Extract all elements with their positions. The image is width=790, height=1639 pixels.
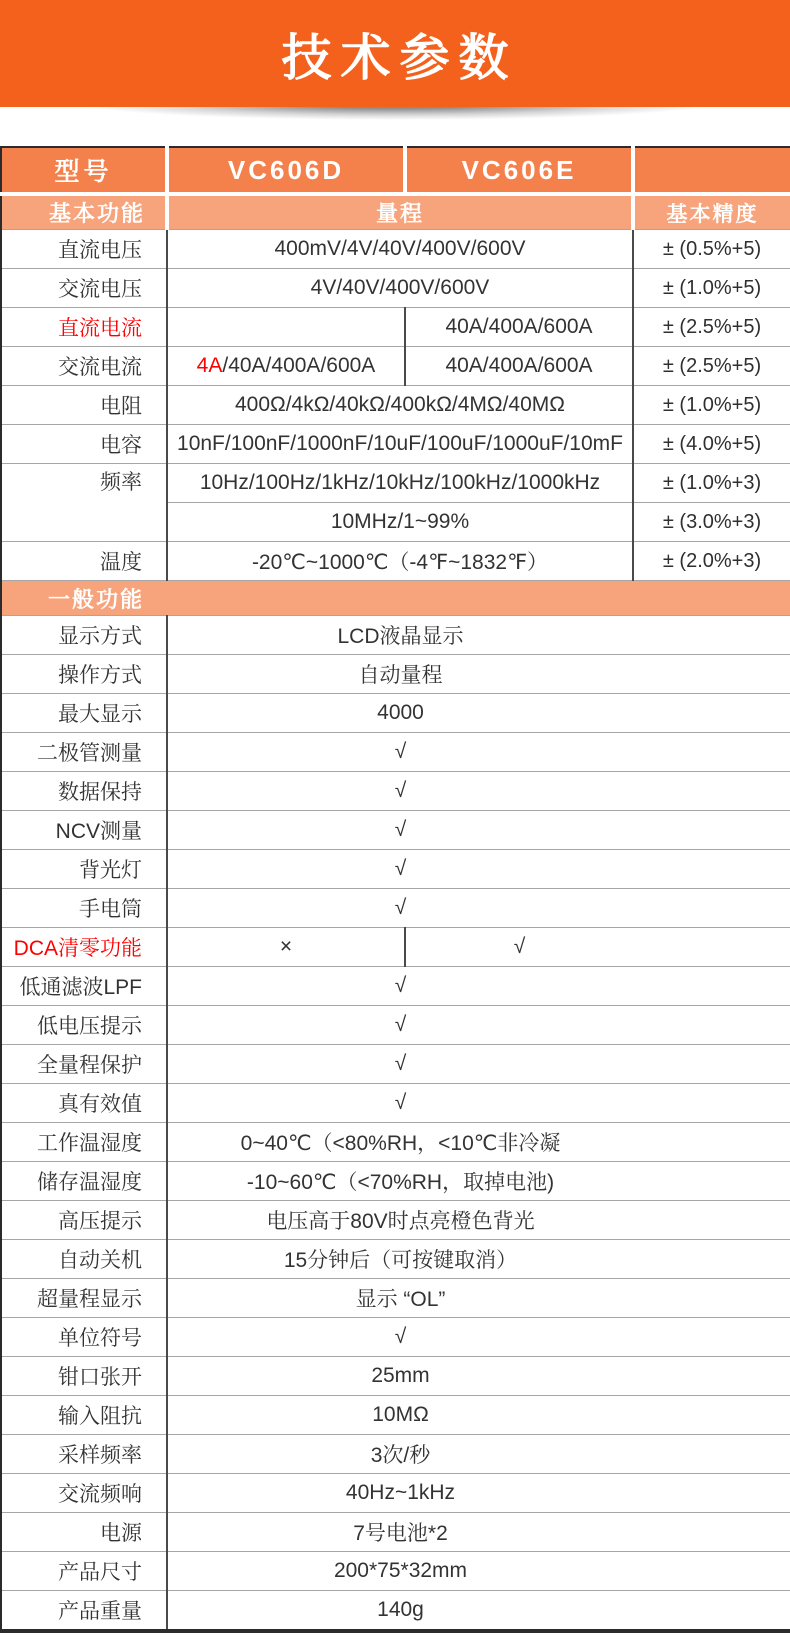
row-value: √: [167, 1045, 633, 1084]
row-value: 0~40℃（<80%RH，<10℃非冷凝: [167, 1123, 633, 1162]
row-accuracy: ± (2.5%+5): [633, 347, 790, 386]
row-label: 最大显示: [1, 694, 167, 733]
spec-row: [1, 308, 790, 347]
row-accuracy-empty: [633, 1591, 790, 1632]
spec-row: [1, 1591, 790, 1632]
row-accuracy-empty: [633, 616, 790, 655]
row-value: √: [167, 733, 633, 772]
row-label: 低电压提示: [1, 1006, 167, 1045]
row-value: √: [167, 811, 633, 850]
row-label: 电容: [1, 425, 167, 464]
row-label: 交流频响: [1, 1474, 167, 1513]
row-label: 高压提示: [1, 1201, 167, 1240]
row-accuracy-empty: [633, 694, 790, 733]
row-accuracy: ± (1.0%+3): [633, 464, 790, 503]
row-label: 低通滤波LPF: [1, 967, 167, 1006]
row-value: √: [167, 772, 633, 811]
model-vc606d: VC606D: [167, 147, 405, 194]
title-banner: [0, 0, 790, 107]
row-accuracy: ± (3.0%+3): [633, 503, 790, 542]
spec-row: [1, 464, 790, 503]
row-value: -20℃~1000℃（-4℉~1832℉）: [167, 542, 633, 581]
spec-row: [1, 850, 790, 889]
row-label: 真有效值: [1, 1084, 167, 1123]
row-accuracy-empty: [633, 655, 790, 694]
row-label: 电源: [1, 1513, 167, 1552]
row-label: 交流电压: [1, 269, 167, 308]
row-value: 3次/秒: [167, 1435, 633, 1474]
row-value: 7号电池*2: [167, 1513, 633, 1552]
vc606d-range-cell: [167, 308, 405, 347]
row-label: 产品尺寸: [1, 1552, 167, 1591]
row-value: 200*75*32mm: [167, 1552, 633, 1591]
row-accuracy: ± (2.0%+3): [633, 542, 790, 581]
spec-row: [1, 1318, 790, 1357]
row-accuracy-empty: [633, 1513, 790, 1552]
model-empty-cell: [633, 147, 790, 194]
spec-row: [1, 1396, 790, 1435]
spec-row: [1, 542, 790, 581]
row-value: 4V/40V/400V/600V: [167, 269, 633, 308]
row-accuracy: ± (1.0%+5): [633, 386, 790, 425]
row-value: 400mV/4V/40V/400V/600V: [167, 230, 633, 269]
row-accuracy-empty: [633, 967, 790, 1006]
row-accuracy-empty: [633, 1006, 790, 1045]
row-accuracy-empty: [633, 889, 790, 928]
accuracy-header: 基本精度: [633, 194, 790, 230]
row-value: 40Hz~1kHz: [167, 1474, 633, 1513]
spec-row: [1, 269, 790, 308]
spec-row: [1, 928, 790, 967]
row-label: 超量程显示: [1, 1279, 167, 1318]
row-label: 手电筒: [1, 889, 167, 928]
row-value: 显示 “OL”: [167, 1279, 633, 1318]
row-accuracy-empty: [633, 1123, 790, 1162]
row-value: 25mm: [167, 1357, 633, 1396]
row-accuracy-empty: [633, 772, 790, 811]
general-section-header: [1, 581, 790, 616]
spec-row: [1, 1006, 790, 1045]
row-label: 采样频率: [1, 1435, 167, 1474]
row-label: 数据保持: [1, 772, 167, 811]
banner-shadow: [14, 107, 776, 124]
row-label: 输入阻抗: [1, 1396, 167, 1435]
row-label: DCA清零功能: [1, 928, 167, 967]
general-section-title: 一般功能: [47, 586, 144, 612]
row-label: 自动关机: [1, 1240, 167, 1279]
row-value: 自动量程: [167, 655, 633, 694]
model-column-label: 型号: [1, 147, 167, 194]
spec-row: [1, 1474, 790, 1513]
row-accuracy-empty: [633, 850, 790, 889]
row-value: 电压高于80V时点亮橙色背光: [167, 1201, 633, 1240]
vc606e-value-cell: √: [405, 928, 633, 967]
range-segment: /40A/400A/600A: [222, 354, 376, 377]
row-label: 直流电压: [1, 230, 167, 269]
row-label: 直流电流: [1, 308, 167, 347]
row-label: 单位符号: [1, 1318, 167, 1357]
vc606d-value-cell: ×: [167, 928, 405, 967]
spacer: [0, 124, 790, 146]
row-accuracy-empty: [633, 1435, 790, 1474]
row-accuracy: ± (0.5%+5): [633, 230, 790, 269]
spec-row: [1, 1162, 790, 1201]
row-label: 工作温湿度: [1, 1123, 167, 1162]
spec-row: [1, 811, 790, 850]
row-accuracy-empty: [633, 1357, 790, 1396]
row-accuracy-empty: [633, 1396, 790, 1435]
model-header-row: [1, 147, 790, 194]
row-value: 4000: [167, 694, 633, 733]
row-label: 二极管测量: [1, 733, 167, 772]
spec-row: [1, 1201, 790, 1240]
row-label: 操作方式: [1, 655, 167, 694]
spec-row: [1, 347, 790, 386]
model-vc606e: VC606E: [405, 147, 633, 194]
general-section-cell: [1, 581, 790, 616]
row-value: -10~60℃（<70%RH，取掉电池): [167, 1162, 633, 1201]
row-label: 显示方式: [1, 616, 167, 655]
row-accuracy: ± (4.0%+5): [633, 425, 790, 464]
row-value: √: [167, 1084, 633, 1123]
vc606e-range-cell: 40A/400A/600A: [405, 308, 633, 347]
spec-row: [1, 1279, 790, 1318]
spec-row: [1, 1240, 790, 1279]
row-label: 背光灯: [1, 850, 167, 889]
spec-row: [1, 230, 790, 269]
spec-row: [1, 1435, 790, 1474]
spec-table: [0, 146, 790, 1633]
spec-row: [1, 1513, 790, 1552]
row-value: 10MΩ: [167, 1396, 633, 1435]
row-value: 140g: [167, 1591, 633, 1632]
spec-row: [1, 655, 790, 694]
range-segment: 4A: [196, 354, 223, 377]
row-accuracy-empty: [633, 1201, 790, 1240]
row-label: 频率: [1, 464, 167, 542]
row-label: 钳口张开: [1, 1357, 167, 1396]
column-header-row: [1, 194, 790, 230]
spec-row: [1, 386, 790, 425]
spec-row: [1, 733, 790, 772]
row-accuracy-empty: [633, 1474, 790, 1513]
vc606d-range-cell: [167, 347, 405, 386]
row-label: 交流电流: [1, 347, 167, 386]
row-accuracy-empty: [633, 1552, 790, 1591]
general-section-bar: [1, 581, 790, 616]
row-value: LCD液晶显示: [167, 616, 633, 655]
row-value: √: [167, 1318, 633, 1357]
spec-row: [1, 889, 790, 928]
spec-row: [1, 772, 790, 811]
row-label: 储存温湿度: [1, 1162, 167, 1201]
row-value: 10MHz/1~99%: [167, 503, 633, 542]
row-value: 15分钟后（可按键取消）: [167, 1240, 633, 1279]
row-value: 400Ω/4kΩ/40kΩ/400kΩ/4MΩ/40MΩ: [167, 386, 633, 425]
row-accuracy-empty: [633, 1240, 790, 1279]
row-accuracy-empty: [633, 811, 790, 850]
row-value: √: [167, 1006, 633, 1045]
spec-row: [1, 1045, 790, 1084]
spec-row: [1, 1357, 790, 1396]
row-label: NCV测量: [1, 811, 167, 850]
spec-row: [1, 694, 790, 733]
spec-row: [1, 425, 790, 464]
row-accuracy-empty: [633, 1162, 790, 1201]
general-section: [1, 616, 790, 1632]
row-label: 温度: [1, 542, 167, 581]
row-accuracy-empty: [633, 733, 790, 772]
spec-row: [1, 1123, 790, 1162]
row-accuracy: ± (2.5%+5): [633, 308, 790, 347]
row-accuracy-empty: [633, 1045, 790, 1084]
row-value: √: [167, 967, 633, 1006]
spec-row: [1, 1084, 790, 1123]
row-accuracy: ± (1.0%+5): [633, 269, 790, 308]
vc606e-range-cell: 40A/400A/600A: [405, 347, 633, 386]
row-value: √: [167, 889, 633, 928]
row-label: 产品重量: [1, 1591, 167, 1632]
row-value: 10Hz/100Hz/1kHz/10kHz/100kHz/1000kHz: [167, 464, 633, 503]
row-value: 10nF/100nF/1000nF/10uF/100uF/1000uF/10mF: [167, 425, 633, 464]
basic-function-header: 基本功能: [1, 194, 167, 230]
basic-section: [1, 230, 790, 581]
spec-row: [1, 967, 790, 1006]
row-label: 全量程保护: [1, 1045, 167, 1084]
range-header: 量程: [167, 194, 633, 230]
spec-row: [1, 1552, 790, 1591]
spec-row: [1, 616, 790, 655]
row-accuracy-empty: [633, 1318, 790, 1357]
row-value: √: [167, 850, 633, 889]
row-accuracy-empty: [633, 1279, 790, 1318]
page-title: 技术参数: [281, 29, 518, 86]
row-label: 电阻: [1, 386, 167, 425]
row-accuracy-empty: [633, 928, 790, 967]
row-accuracy-empty: [633, 1084, 790, 1123]
